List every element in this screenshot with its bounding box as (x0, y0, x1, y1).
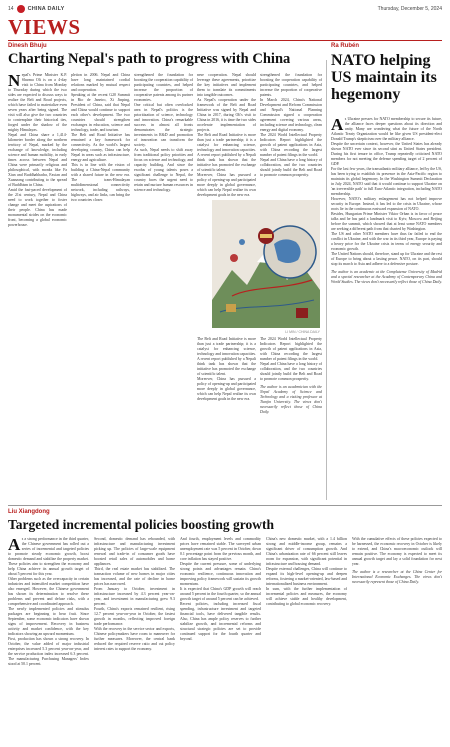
article-separator (8, 505, 442, 506)
nepal-dropcap: N (8, 73, 21, 90)
policy-para: Second, domestic demand has rebounded, with infrastructure and manufacturing investment picking up. The policies of large-scale equipment renewal and trade-in of consumer goods have boosted retail sales of automobiles and home appliances. (94, 537, 175, 566)
nepal-col4b-para: The Belt and Road Initiative is more than just a trade partnership; it is a catalyst for enhancing science, technology and innovation capacities. A recent report published by a Nepali think tank has shown that the initiative has promoted the exchange of scientific talent. (197, 337, 256, 376)
policy-column-2 (94, 537, 175, 743)
nepal-col4-para: Moreover, China has pursued a policy of opening-up and participated more deeply in global governance, which can help Nepal realize its own development goals in the new era. (197, 173, 256, 197)
date-line: Thursday, December 5, 2024 (377, 5, 442, 12)
nepal-col2-para: pletion in 2006. Nepal and China have long maintained cordial relations marked by mutual respect and cooperation. (71, 73, 130, 92)
publication-name: CHINA DAILY (27, 5, 65, 12)
global-connections-illustration (212, 200, 320, 328)
policy-author: Liu Xiangdong (8, 509, 50, 515)
policy-headline: Targeted incremental policies boosting growth (8, 517, 274, 532)
nepal-column-5b (260, 337, 322, 501)
nato-author: Ra Rubén (331, 43, 360, 49)
column-separator (326, 60, 327, 500)
nepal-col1-para: Nepal and China share a 1,414-kilometer border along the northern territory of Nepal, marked by the exchange of knowledge, including science and human mobility, in early times across between Nepal and China were primarily religious and philosophical, with monks like Fa Xian and Buddhabhadra, Faxian and Xuanzang contributing to the spread of Buddhism in China. (8, 133, 67, 187)
policy-para: With the cumulative effects of these policies expected to be harnessed, the economic recovery in October is likely to extend, and China's macroeconomic outlook will remain positive. The economy is expected to meet its annual growth target and lay a solid foundation for next year. (352, 537, 442, 566)
nepal-col4-para: As Nepal's cooperation under the framework of the Belt and Road Initiative was signed by Nepal and China in 2017, during Oli's visit to China in 2016, it is time the two sides accelerate implementation of projects. (197, 98, 256, 132)
page-number: 14 (8, 5, 14, 12)
nato-para: The United Nations should, therefore, stand up for Ukraine and the rest of Europe to bring about a lasting peace. NATO, on its part, should stop its march to Asia and adhere to a defensive posture. (331, 252, 442, 266)
nepal-column-4b (197, 337, 256, 501)
policy-para: It is expected that China's GDP growth will reach around 5 percent in the fourth quarter, so the annual growth target of around 5 percent can be achieved. (180, 587, 261, 601)
nepal-col5-para: strengthened the foundation for boosting the cooperation capability of participating countries, and helped increase the proportion of cooperative patents. (260, 73, 322, 97)
publication-brand (8, 5, 65, 13)
policy-author-bio: The author is a researcher at the China Center for International Economic Exchanges. The views don't necessarily represent those of China Daily. (352, 570, 442, 584)
nato-para: Besides, Hungarian Prime Minister Viktor Orban is in favor of peace talks and he has paid a landmark visit to Kyiv, Moscow and Beijing before the summit, which showed that at least some NATO members are seeking a different path from that charted by Washington. (331, 212, 442, 231)
policy-para: And fourth, employment levels and commodity prices have remained stable. The surveyed urban unemployment rate was 5 percent in October, down 0.1 percentage point from the previous month, and core inflation has stayed positive. (180, 537, 261, 561)
nepal-col5-para: The 2024 World Intellectual Property Indicators Report highlighted the growth of patent applications in Asia, with China recording the largest number of patent filings in the world. (260, 133, 322, 157)
policy-para: Recent policies, including increased fiscal spending, infrastructure investment and targeted financial tools, have delivered tangible results. Also, China has ample policy reserves to further stabilize growth, and incremental reforms and structural strategic policies are set to provide continued support for the fourth quarter and beyond. (180, 602, 261, 641)
nepal-column-4 (197, 73, 256, 197)
policy-para: Despite external challenges, China will continue to expand its high-level opening-up and deepen reforms, fostering a market-oriented, law-based and internationalized business environment. (266, 567, 347, 586)
nepal-col1-para: Nepal's Prime Minister K.P. Sharma Oli is on a 4-day visit to China from Monday to Thursday during which the two sides are expected to discuss ways to realize the Belt and Road projects, which have failed to materialize even seven years after being signed. The visit will also give the two countries to contemplate their historical ties, forged under the shadow of the mighty Himalayas. (8, 73, 67, 132)
nato-headline: NATO helping US maintain its hegemony (331, 52, 437, 103)
policy-para: With the recovery in the service sector and exports, Chinese policymakers have room to maneuver for further measures. Moreover, the central bank reduced the required reserve ratio and cut policy interest rates to support the economy. (94, 627, 175, 651)
policy-para: China's new domestic market, with a 1.4 billion strong and middle-income group, remains a significant driver of consumption growth. And China's urbanization rate of 66 percent still leaves room for expansion, with significant potential in infrastructure and housing demand. (266, 537, 347, 566)
page-header (8, 4, 442, 13)
nato-para: For the last few years, the transatlantic military alliance, led by the US, has been trying to establish its presence in the Asia-Pacific region to maintain its global hegemony. In the Washington Summit Declaration in July 2024, NATO said that it would continue to support Ukraine on 'an irreversible path' to full Euro-Atlantic integration, including NATO membership. (331, 167, 442, 196)
nepal-column-3 (134, 73, 193, 501)
policy-para: First, production has shown a strong recovery. In October, the value added of major industrial enterprises increased 5.3 percent year-on-year, and the service production index increased 6.3 percent. The manufacturing Purchasing Managers' Index stood at 50.1 percent. (8, 637, 89, 666)
nepal-col5b-para: The 2024 World Intellectual Property Indicators Report highlighted the growth of patent applications in Asia, with China recording the largest number of patent filings in the world. (260, 337, 322, 361)
nepal-col3-para: One critical but often overlooked area in Nepal's politics is the prioritization of science, technology and innovation. China's remarkable success in almost all fronts demonstrates the strategic investments in R&D and promotion of innovation can transform the society. (134, 103, 193, 147)
policy-para: Despite the current pressure, some of underlying strong points and advantages remain. China's economic resilience, continuous innovation and improving policy framework will sustain its growth momentum. (180, 562, 261, 586)
policy-column-4 (266, 537, 347, 743)
policy-para: From January to October, investment in infrastructure increased by 4.3 percent year-on-year, and investment in manufacturing grew 9.3 percent. (94, 587, 175, 606)
nepal-column-5 (260, 73, 322, 197)
nato-para: As Ukraine presses for NATO membership to secure its future, the alliance faces deeper questions about its direction and unity. Many are wondering what the future of the North Atlantic Treaty Organization would be like given US president-elect Donald Trump's skepticism over the military alliance. (331, 117, 442, 141)
policy-para: As a strong performance in the third quarter, the Chinese government has rolled out a series of incremental and targeted policies to promote steady economic growth, boost domestic demand and stabilize the property market. These policies aim to strengthen the economy and help China achieve its annual growth target of about 5 percent for this year. (8, 537, 89, 576)
policy-para: In sum, with the further implementation of incremental policies and measures, the economy will achieve stable and healthy development, contributing to global economic recovery. (266, 587, 347, 606)
china-daily-logo-icon (17, 5, 25, 13)
nepal-column-2 (71, 73, 130, 501)
nato-para: The US and other NATO members have thus far failed to end the conflict in Ukraine, and with the war in its third year, Europe is paying a heavy price for the Ukraine crisis in terms of energy security and economic growth. (331, 232, 442, 251)
nepal-col4-para: The Belt and Road Initiative is more than just a trade partnership; it is a catalyst for enhancing science, technology and innovation capacities. A recent report published by a Nepali think tank has shown that the initiative has promoted the exchange of scientific talent. (197, 133, 256, 172)
nepal-col1-para: Amid the fast-paced development of the 21st century, Nepal and China need to work together to foster change and meet the aspirations of their people. China has made monumental strides on the economic front, becoming a global economic powerhouse. (8, 188, 67, 227)
nepal-col2-para: Speaking at the recent G20 Summit in Rio de Janeiro, Xi Jinping, President of China, said that Nepal and China would continue to support each other's development. The two countries should strengthen exchanges in education, science and technology, trade, and tourism. (71, 93, 130, 132)
nepal-col2-para: This is in line with the vision of building a China-Nepal community with a shared future in the new era. The trans-Himalayan multidimensional connectivity network, including railways, highways, and air links, can bring the two countries closer. (71, 163, 130, 202)
nepal-col4-para: nese cooperation. Nepal should leverage these agreements, prioritize the key initiatives and implement them to translate its commitments into tangible outcomes. (197, 73, 256, 97)
policy-para: The newly implemented policies and stimulus packages are beginning to bear fruit. Since September, some economic indicators have shown signs of improvement. Recovery in business activity and market confidence, with the key indicators showing an upward momentum. (8, 607, 89, 636)
nato-para: Despite the uncertain context, however, the United States has already shown NATO ever since its second stint as United States president. During his first tenure in office, Trump repeatedly criticized NATO members for not meeting the defense spending target of 2 percent of GDP. (331, 142, 442, 166)
policy-para: Other problems such as the overcapacity in certain industries and intensified market competition have also emerged. However, the Chinese government has shown its determination to resolve these problems and prevent and defuse risks, with a comprehensive and coordinated approach. (8, 577, 89, 606)
section-rule (8, 40, 442, 41)
nato-author-bio: The author is an academic at the Complutense University of Madrid and a special researcher at the Academy of Contemporary China and World Studies. The views don't necessarily reflect those of China Daily. (331, 270, 442, 284)
illustration-art (212, 200, 320, 328)
policy-column-1 (8, 537, 89, 743)
policy-column-3 (180, 537, 261, 743)
nepal-col3-para: As such, Nepal needs to shift away from traditional policy priorities and focus on science and technology, and capacity building. And since the exodus of young talents poses a significant challenge to Nepal, the country faces the urgent need to retain and nurture human resources in science and technology. (134, 148, 193, 192)
nepal-col3-para: strengthened the foundation for boosting the cooperation capability of participating countries, and helped increase the proportion of cooperative patents among its partner economies. (134, 73, 193, 102)
policy-column-5 (352, 537, 442, 743)
nepal-author: Dinesh Bhuju (8, 43, 47, 49)
nepal-col5-para: Nepal and China have a long history of collaboration, and the two countries should jointly build the Belt and Road to promote common prosperity. (260, 158, 322, 177)
nepal-column-1 (8, 73, 67, 501)
nepal-author-bio: The author is an academician with the Nepal Academy of Science and Technology and a visiting professor at Tianjin University. The views don't necessarily reflect those of China Daily. (260, 385, 322, 414)
policy-para: Fourth, China's exports remained resilient, rising 12.7 percent year-on-year in October, the fastest growth in months, reflecting improved foreign trade performance. (94, 607, 175, 626)
nato-body (331, 117, 442, 501)
section-title: VIEWS (8, 15, 81, 39)
photo-caption: LI MIN / CHINA DAILY (285, 330, 320, 334)
nato-para: However, NATO's military enlargement has not helped improve security in Europe. Instead, it has led to the crisis in Ukraine, whose roots lie in the continuous eastward expansion of NATO. (331, 197, 442, 211)
nepal-col4b-para: Moreover, China has pursued a policy of opening-up and participated more deeply in global governance, which can help Nepal realize its own development goals in the new era. (197, 377, 256, 401)
nato-dropcap: A (331, 117, 344, 134)
nepal-col5-para: In March 2024, China's National Development and Reform Commission and Nepal's National Planning Commission signed a cooperation agreement covering various areas, including science and technology, clean energy and digital economy. (260, 98, 322, 132)
nepal-headline: Charting Nepal's path to progress with China (8, 51, 291, 67)
policy-dropcap: A (8, 537, 21, 554)
policy-para: Third, the real estate market has stabilized. The transaction volume of new homes in major cities has increased, and the rate of decline in home prices has narrowed. (94, 567, 175, 586)
nepal-col5b-para: Nepal and China have a long history of collaboration, and the two countries should jointly build the Belt and Road to promote common prosperity. (260, 362, 322, 381)
nepal-col2-para: The Belt and Road Initiative has remained a key framework for connectivity. As the world's largest developing country, China can help Nepal in areas such as infrastructure, energy and agriculture. (71, 133, 130, 162)
